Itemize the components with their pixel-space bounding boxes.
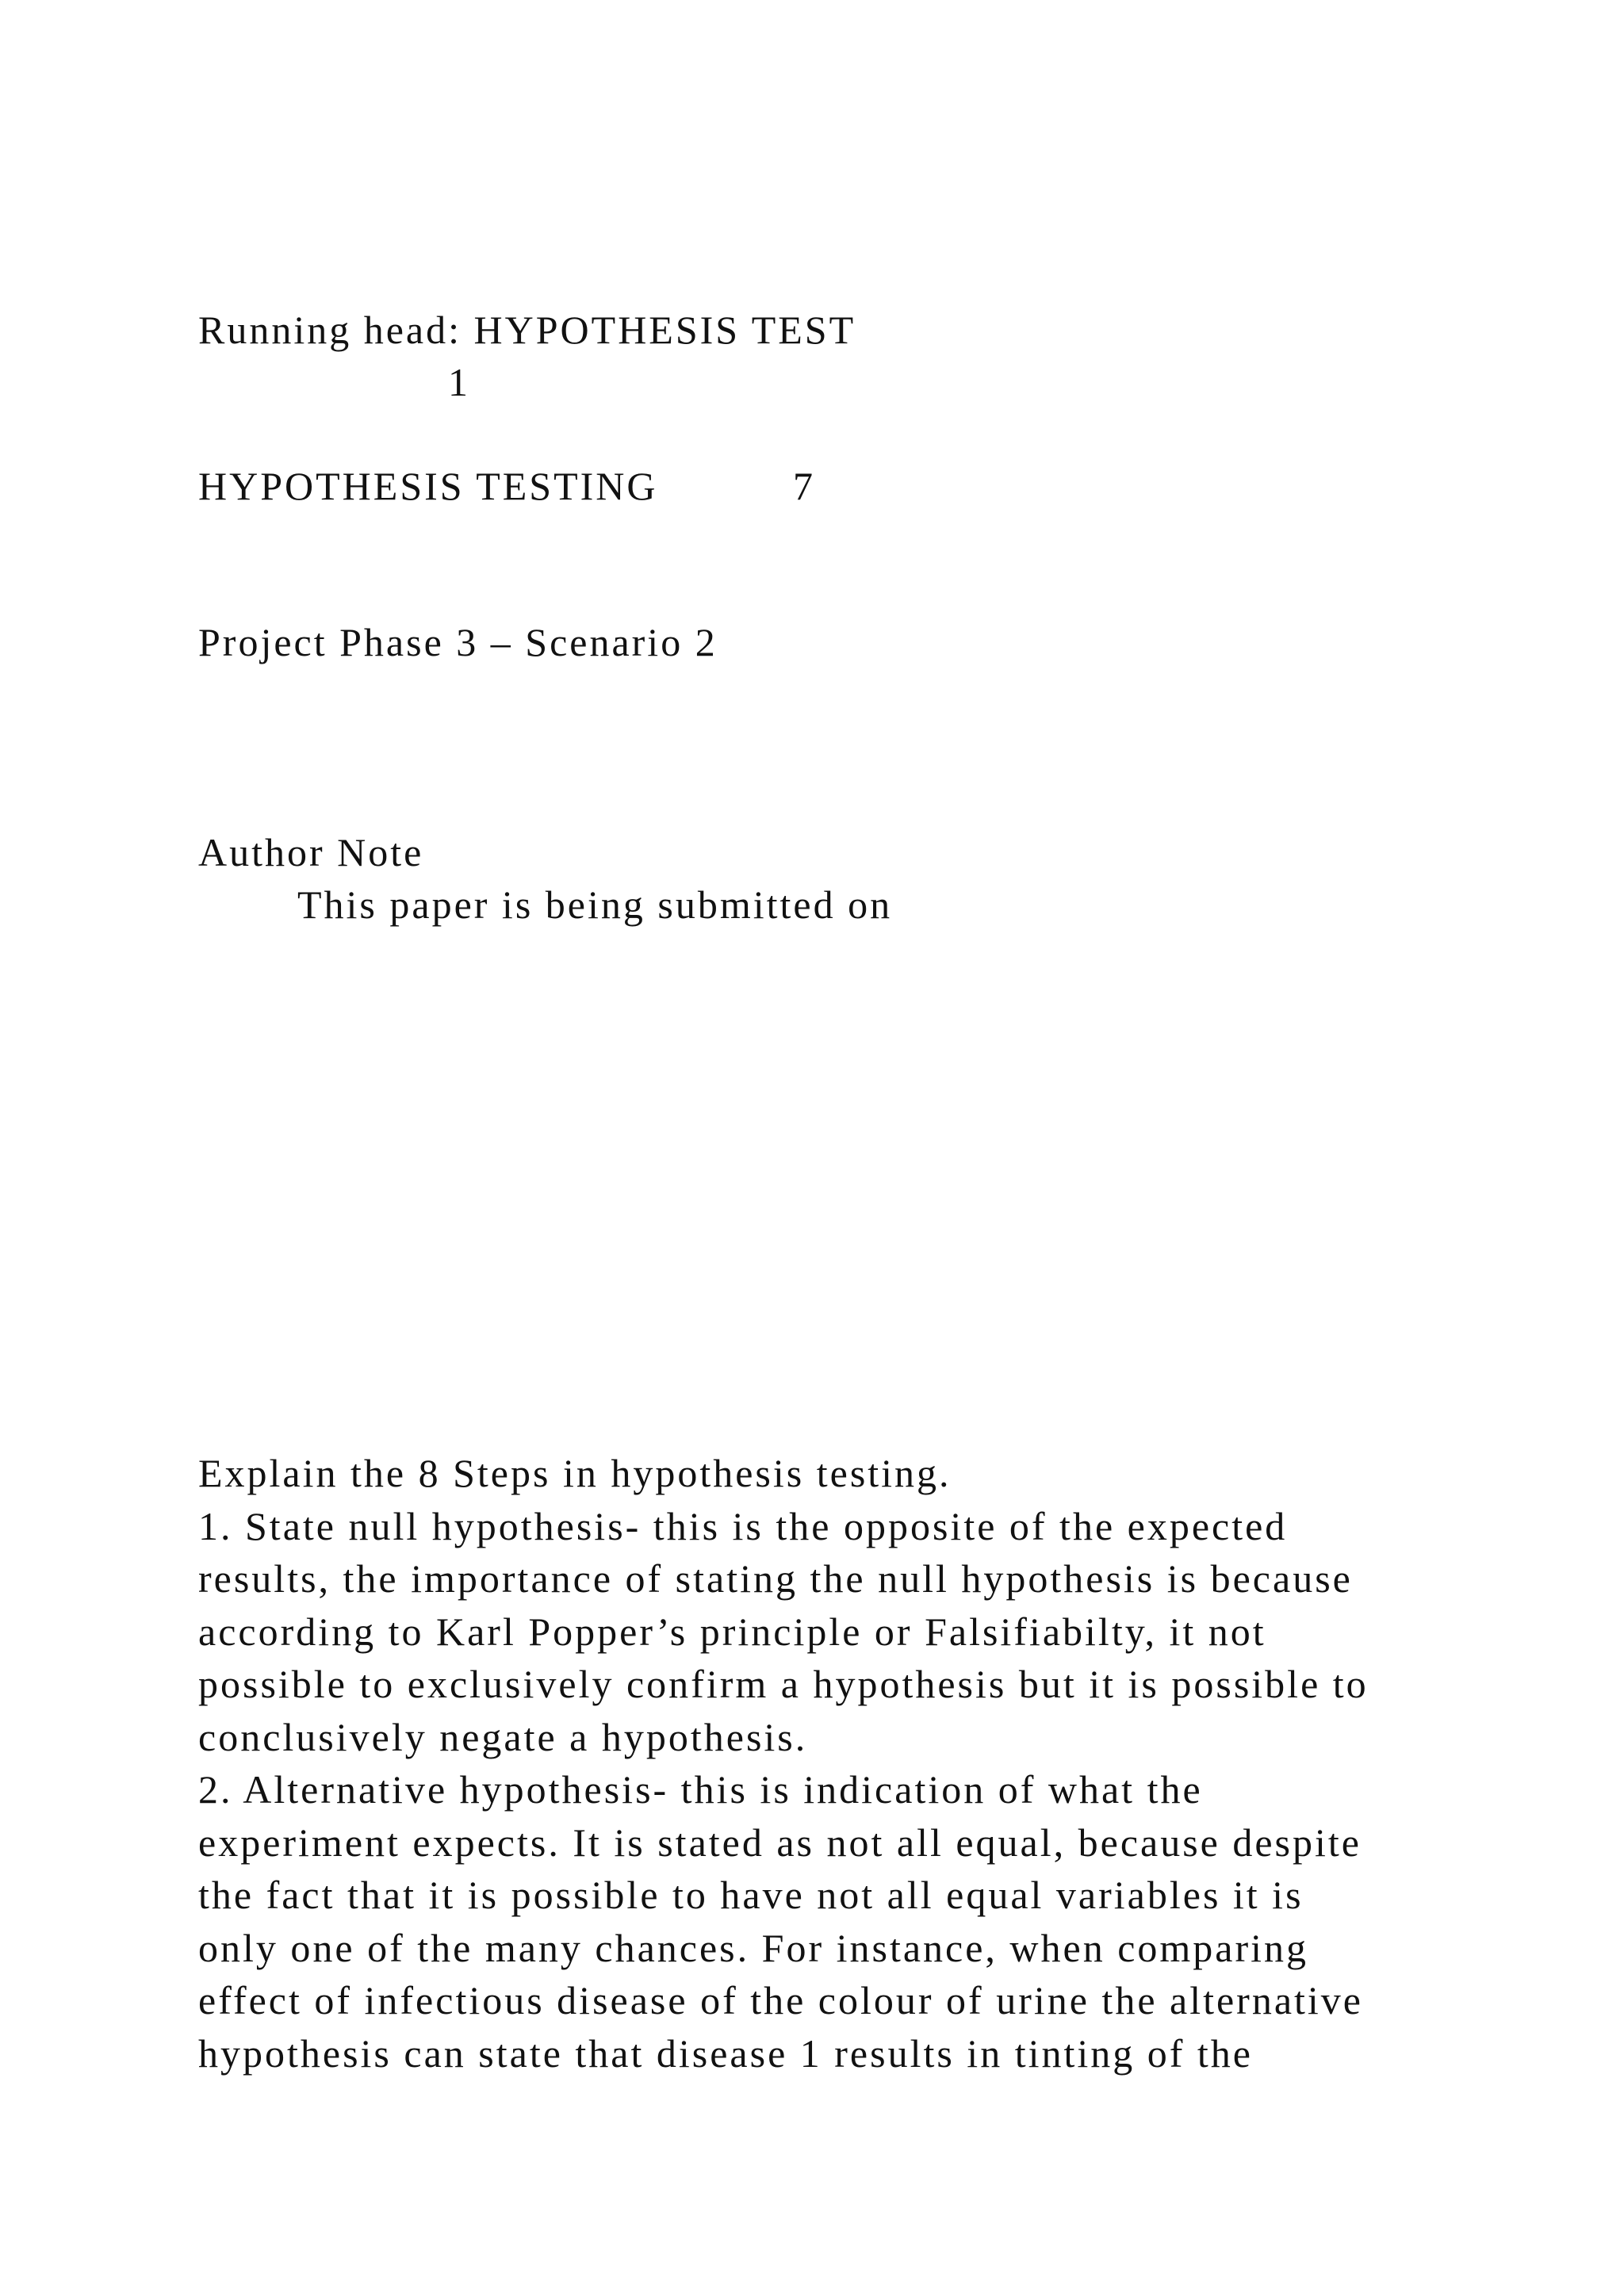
body-line: experiment expects. It is stated as not all equal, because despite	[198, 1820, 1362, 1865]
body-text	[198, 1447, 1467, 2080]
short-title: HYPOTHESIS TESTING	[198, 464, 658, 508]
short-title-page-number: 7	[793, 464, 815, 508]
author-note-text: This paper is being submitted on	[297, 882, 893, 927]
body-line: according to Karl Popper’s principle or Falsifiabilty, it not	[198, 1609, 1266, 1654]
body-line: 1. State null hypothesis- this is the opposite of the expected	[198, 1503, 1288, 1548]
body-line: only one of the many chances. For instance, when comparing	[198, 1925, 1309, 1970]
body-line: Explain the 8 Steps in hypothesis testing.	[198, 1451, 952, 1495]
body-line: the fact that it is possible to have not all equal variables it is	[198, 1873, 1304, 1917]
running-head: Running head: HYPOTHESIS TEST	[198, 308, 856, 352]
body-line: possible to exclusively confirm a hypothesis but it is possible to	[198, 1662, 1369, 1706]
body-line: conclusively negate a hypothesis.	[198, 1714, 808, 1759]
body-line: effect of infectious disease of the colour of urine the alternative	[198, 1978, 1363, 2022]
paper-title: Project Phase 3 – Scenario 2	[198, 620, 718, 664]
running-head-page-number: 1	[448, 360, 470, 404]
body-line: results, the importance of stating the null hypothesis is because	[198, 1556, 1353, 1601]
author-note-heading: Author Note	[198, 830, 424, 874]
body-line: hypothesis can state that disease 1 results in tinting of the	[198, 2030, 1253, 2076]
body-line: 2. Alternative hypothesis- this is indication of what the	[198, 1767, 1203, 1812]
